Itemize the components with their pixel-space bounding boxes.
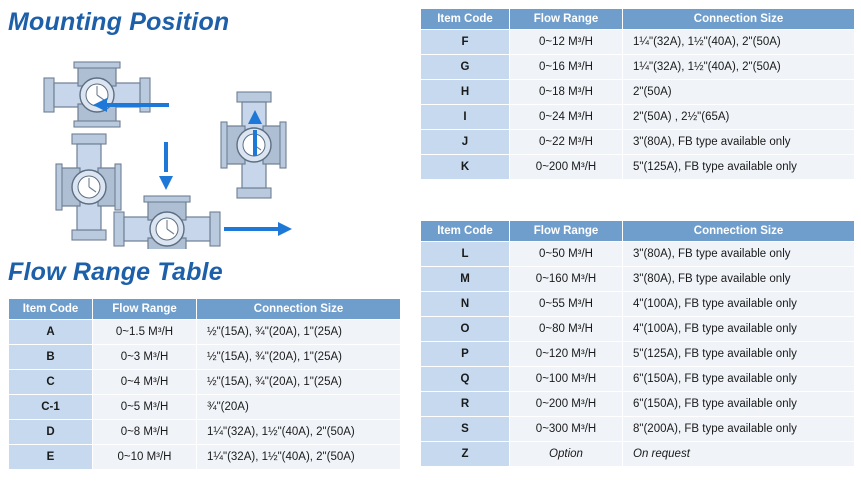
cell-item-code: N xyxy=(421,292,510,317)
cell-connection-size: 6"(150A), FB type available only xyxy=(623,367,855,392)
cell-connection-size: 2"(50A) xyxy=(623,80,855,105)
cell-flow-range: 0~16 M³/H xyxy=(510,55,623,80)
cell-flow-range: Option xyxy=(510,442,623,467)
meter-horizontal-left xyxy=(44,62,150,127)
arrow-down-icon xyxy=(159,142,173,190)
cell-connection-size: 3"(80A), FB type available only xyxy=(623,267,855,292)
column-header-item-code: Item Code xyxy=(9,299,93,320)
cell-flow-range: 0~5 M³/H xyxy=(93,395,197,420)
table-row xyxy=(421,267,855,292)
cell-connection-size: ½"(15A), ¾"(20A), 1"(25A) xyxy=(197,370,401,395)
cell-item-code: D xyxy=(9,420,93,445)
table-row xyxy=(421,392,855,417)
column-header-item-code: Item Code xyxy=(421,221,510,242)
cell-flow-range: 0~12 M³/H xyxy=(510,30,623,55)
cell-item-code: H xyxy=(421,80,510,105)
column-header-connection-size: Connection Size xyxy=(623,221,855,242)
column-header-flow-range: Flow Range xyxy=(93,299,197,320)
cell-connection-size: 8"(200A), FB type available only xyxy=(623,417,855,442)
table-row xyxy=(421,130,855,155)
mounting-position-diagram xyxy=(6,44,402,249)
table-row xyxy=(421,417,855,442)
cell-connection-size: 1¼"(32A), 1½"(40A), 2"(50A) xyxy=(197,420,401,445)
cell-connection-size: 1¼"(32A), 1½"(40A), 2"(50A) xyxy=(623,30,855,55)
cell-flow-range: 0~160 M³/H xyxy=(510,267,623,292)
flow-range-table-right-bottom xyxy=(420,220,855,467)
cell-item-code: E xyxy=(9,445,93,470)
column-header-connection-size: Connection Size xyxy=(197,299,401,320)
cell-connection-size: ½"(15A), ¾"(20A), 1"(25A) xyxy=(197,320,401,345)
table-row xyxy=(9,320,401,345)
meter-vertical-down xyxy=(56,134,121,240)
arrow-right-icon xyxy=(224,222,292,236)
cell-item-code: S xyxy=(421,417,510,442)
page-title-mounting-position: Mounting Position xyxy=(8,8,230,36)
table-header-row xyxy=(421,221,855,242)
cell-connection-size: 6"(150A), FB type available only xyxy=(623,392,855,417)
table-row xyxy=(9,420,401,445)
table-row xyxy=(9,345,401,370)
cell-connection-size: On request xyxy=(623,442,855,467)
column-header-flow-range: Flow Range xyxy=(510,221,623,242)
cell-flow-range: 0~18 M³/H xyxy=(510,80,623,105)
table-row xyxy=(421,367,855,392)
cell-connection-size: 1¼"(32A), 1½"(40A), 2"(50A) xyxy=(623,55,855,80)
cell-connection-size: 1¼"(32A), 1½"(40A), 2"(50A) xyxy=(197,445,401,470)
cell-flow-range: 0~10 M³/H xyxy=(93,445,197,470)
table-row xyxy=(421,30,855,55)
cell-item-code: M xyxy=(421,267,510,292)
cell-flow-range: 0~300 M³/H xyxy=(510,417,623,442)
cell-item-code: P xyxy=(421,342,510,367)
cell-connection-size: ½"(15A), ¾"(20A), 1"(25A) xyxy=(197,345,401,370)
cell-flow-range: 0~22 M³/H xyxy=(510,130,623,155)
cell-flow-range: 0~3 M³/H xyxy=(93,345,197,370)
cell-flow-range: 0~4 M³/H xyxy=(93,370,197,395)
table-row xyxy=(421,292,855,317)
page-title-flow-range-table: Flow Range Table xyxy=(8,258,223,286)
cell-item-code: Z xyxy=(421,442,510,467)
cell-flow-range: 0~80 M³/H xyxy=(510,317,623,342)
cell-item-code: L xyxy=(421,242,510,267)
cell-flow-range: 0~8 M³/H xyxy=(93,420,197,445)
table-row xyxy=(421,80,855,105)
table-row xyxy=(421,155,855,180)
cell-item-code: G xyxy=(421,55,510,80)
cell-item-code: A xyxy=(9,320,93,345)
flow-range-table-left xyxy=(8,298,401,470)
cell-flow-range: 0~120 M³/H xyxy=(510,342,623,367)
cell-connection-size: 3"(80A), FB type available only xyxy=(623,130,855,155)
cell-connection-size: ¾"(20A) xyxy=(197,395,401,420)
cell-connection-size: 2"(50A) , 2½"(65A) xyxy=(623,105,855,130)
cell-item-code: Q xyxy=(421,367,510,392)
cell-flow-range: 0~1.5 M³/H xyxy=(93,320,197,345)
cell-connection-size: 4"(100A), FB type available only xyxy=(623,317,855,342)
cell-connection-size: 4"(100A), FB type available only xyxy=(623,292,855,317)
table-row xyxy=(421,442,855,467)
cell-flow-range: 0~100 M³/H xyxy=(510,367,623,392)
cell-item-code: J xyxy=(421,130,510,155)
table-row xyxy=(9,445,401,470)
table-row xyxy=(421,242,855,267)
cell-flow-range: 0~50 M³/H xyxy=(510,242,623,267)
column-header-flow-range: Flow Range xyxy=(510,9,623,30)
cell-item-code: C-1 xyxy=(9,395,93,420)
table-row xyxy=(421,342,855,367)
cell-flow-range: 0~55 M³/H xyxy=(510,292,623,317)
meter-horizontal-right xyxy=(114,196,220,249)
cell-flow-range: 0~200 M³/H xyxy=(510,155,623,180)
flow-range-table-right-top xyxy=(420,8,855,180)
table-header-row xyxy=(9,299,401,320)
cell-connection-size: 5"(125A), FB type available only xyxy=(623,342,855,367)
cell-connection-size: 5"(125A), FB type available only xyxy=(623,155,855,180)
cell-flow-range: 0~24 M³/H xyxy=(510,105,623,130)
table-row xyxy=(421,105,855,130)
cell-item-code: B xyxy=(9,345,93,370)
cell-item-code: C xyxy=(9,370,93,395)
table-row xyxy=(421,55,855,80)
column-header-connection-size: Connection Size xyxy=(623,9,855,30)
cell-item-code: K xyxy=(421,155,510,180)
cell-connection-size: 3"(80A), FB type available only xyxy=(623,242,855,267)
cell-item-code: I xyxy=(421,105,510,130)
cell-item-code: O xyxy=(421,317,510,342)
column-header-item-code: Item Code xyxy=(421,9,510,30)
table-row xyxy=(9,370,401,395)
cell-item-code: F xyxy=(421,30,510,55)
table-header-row xyxy=(421,9,855,30)
table-row xyxy=(421,317,855,342)
cell-item-code: R xyxy=(421,392,510,417)
cell-flow-range: 0~200 M³/H xyxy=(510,392,623,417)
table-row xyxy=(9,395,401,420)
